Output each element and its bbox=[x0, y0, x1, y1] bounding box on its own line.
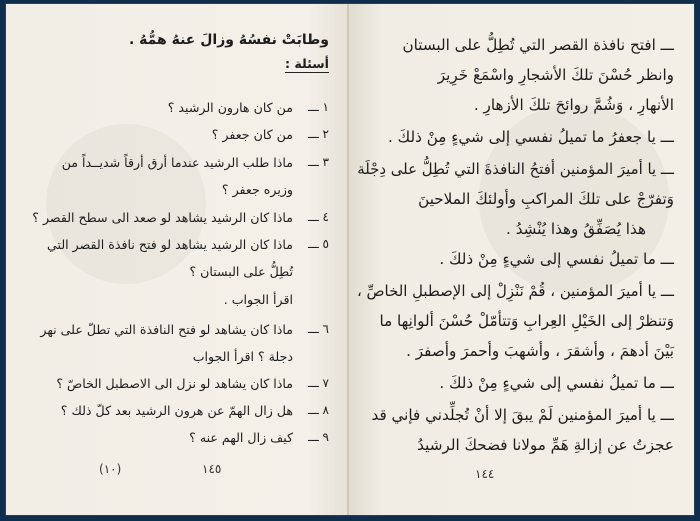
question-9 bbox=[189, 430, 329, 445]
questions-heading: أسئلة : bbox=[284, 56, 329, 71]
lesson-number: (١٠) bbox=[99, 462, 122, 476]
question-text: من كان جعفر ؟ bbox=[211, 127, 293, 142]
text-line: ـــ يا جعفرُ ما تميلُ نفسي إلى شيءٍ مِنْ ذلكَ . bbox=[388, 128, 674, 146]
question-8 bbox=[61, 403, 329, 418]
text-line: بَيْنَ أدهمَ ، وأشقرَ ، وأشهبَ وأحمرَ وأصفرَ . bbox=[406, 342, 674, 360]
question-4 bbox=[32, 210, 329, 225]
question-3-cont: وزيره جعفر ؟ bbox=[221, 182, 293, 197]
question-text: ماذا كان الرشيد يشاهد لو فتح نافذة القصر التي bbox=[47, 237, 293, 252]
question-text: ماذا طلب الرشيد عندما أرق أرقاً شديــداً من bbox=[61, 155, 293, 170]
text-line: الأنهارِ ، وَشُمَّ روائحَ تلكَ الأزهارِ . bbox=[473, 96, 674, 114]
question-text: ماذا كان الرشيد يشاهد لو صعد الى سطح القصر ؟ bbox=[32, 210, 293, 225]
question-number: ١ ـــ bbox=[308, 100, 329, 114]
text-line: وَتنظرْ إلى الخَيْلِ العِرابِ وَتتأمّلْ حُسْنَ ألوانِها ما bbox=[379, 312, 674, 330]
questions-heading-wrap bbox=[285, 56, 329, 71]
question-number: ٤ ـــ bbox=[308, 210, 329, 224]
text-line: عجزتُ عن إزالةِ هَمِّ مولانا فضحكَ الرشيدُ bbox=[417, 436, 674, 454]
question-6 bbox=[40, 322, 329, 337]
question-5 bbox=[47, 237, 329, 252]
question-7 bbox=[56, 376, 329, 391]
right-page bbox=[349, 4, 694, 515]
question-6-cont: دجلة ؟ اقرأ الجواب bbox=[192, 349, 293, 364]
closing-line: وطابَتْ نفسُهُ وزالَ عنهُ همُّهُ . bbox=[128, 32, 329, 48]
text-line: وانظر حُسْنَ تلكَ الأشجارِ واسْمَعْ خَرِيرَ bbox=[437, 66, 674, 84]
question-number: ٣ ـــ bbox=[308, 155, 329, 169]
text-line: هذا يُصَفِّقُ وهذا يُنْشِدُ . bbox=[506, 220, 646, 238]
question-text: كيف زال الهم عنه ؟ bbox=[189, 430, 293, 445]
question-number: ٦ ـــ bbox=[308, 322, 329, 336]
text-line: ـــ افتح نافذة القصر التي تُطِلُّ على البستان bbox=[402, 36, 674, 54]
question-5-cont2: اقرأ الجواب . bbox=[223, 292, 293, 307]
left-page bbox=[6, 4, 349, 515]
text-line: وَتفرّجْ على تلكَ المراكبِ وأولئكَ الملاحينَ bbox=[418, 190, 674, 208]
page-number-left: ١٤٥ bbox=[202, 462, 222, 476]
page-number-right: ١٤٤ bbox=[475, 467, 495, 481]
text-line: ـــ يا أميرَ المؤمنين ، قُمْ نَنْزِلْ إلى الإصطبلِ الخاصِّ ، bbox=[356, 282, 674, 300]
text-line: ـــ ما تميلُ نفسي إلى شيءٍ مِنْ ذلكَ . bbox=[439, 250, 674, 268]
question-number: ٨ ـــ bbox=[308, 403, 329, 417]
question-number: ٥ ـــ bbox=[308, 237, 329, 251]
question-number: ٩ ـــ bbox=[308, 430, 329, 444]
question-3 bbox=[62, 155, 329, 170]
text-line: ـــ يا أميرَ المؤمنين أفتحُ النافذةَ التي تُطِلُّ على دِجْلَة bbox=[357, 160, 674, 178]
question-5-cont: تُطِلُّ على البستان ؟ bbox=[189, 264, 293, 279]
question-number: ٢ ـــ bbox=[308, 127, 329, 141]
paper-stain bbox=[46, 124, 206, 284]
question-text: من كان هارون الرشيد ؟ bbox=[167, 100, 293, 115]
open-book bbox=[6, 4, 694, 515]
question-text: هل زال الهمّ عن هرون الرشيد بعد كلّ ذلك ؟ bbox=[60, 403, 293, 418]
question-2 bbox=[212, 127, 329, 142]
question-text: ماذا كان يشاهد لو نزل الى الاصطبل الخاصّ ؟ bbox=[56, 376, 293, 391]
text-line: ـــ يا أميرَ المؤمنين لَمْ يبقَ إلا أنْ تُجلِّدني فإني قد bbox=[371, 406, 674, 424]
question-1 bbox=[168, 100, 329, 115]
question-text: ماذا كان يشاهد لو فتح النافذة التي تطلّ على نهر bbox=[40, 322, 293, 337]
question-number: ٧ ـــ bbox=[308, 376, 329, 390]
text-line: ـــ ما تميلُ نفسي إلى شيءٍ مِنْ ذلكَ . bbox=[439, 374, 674, 392]
